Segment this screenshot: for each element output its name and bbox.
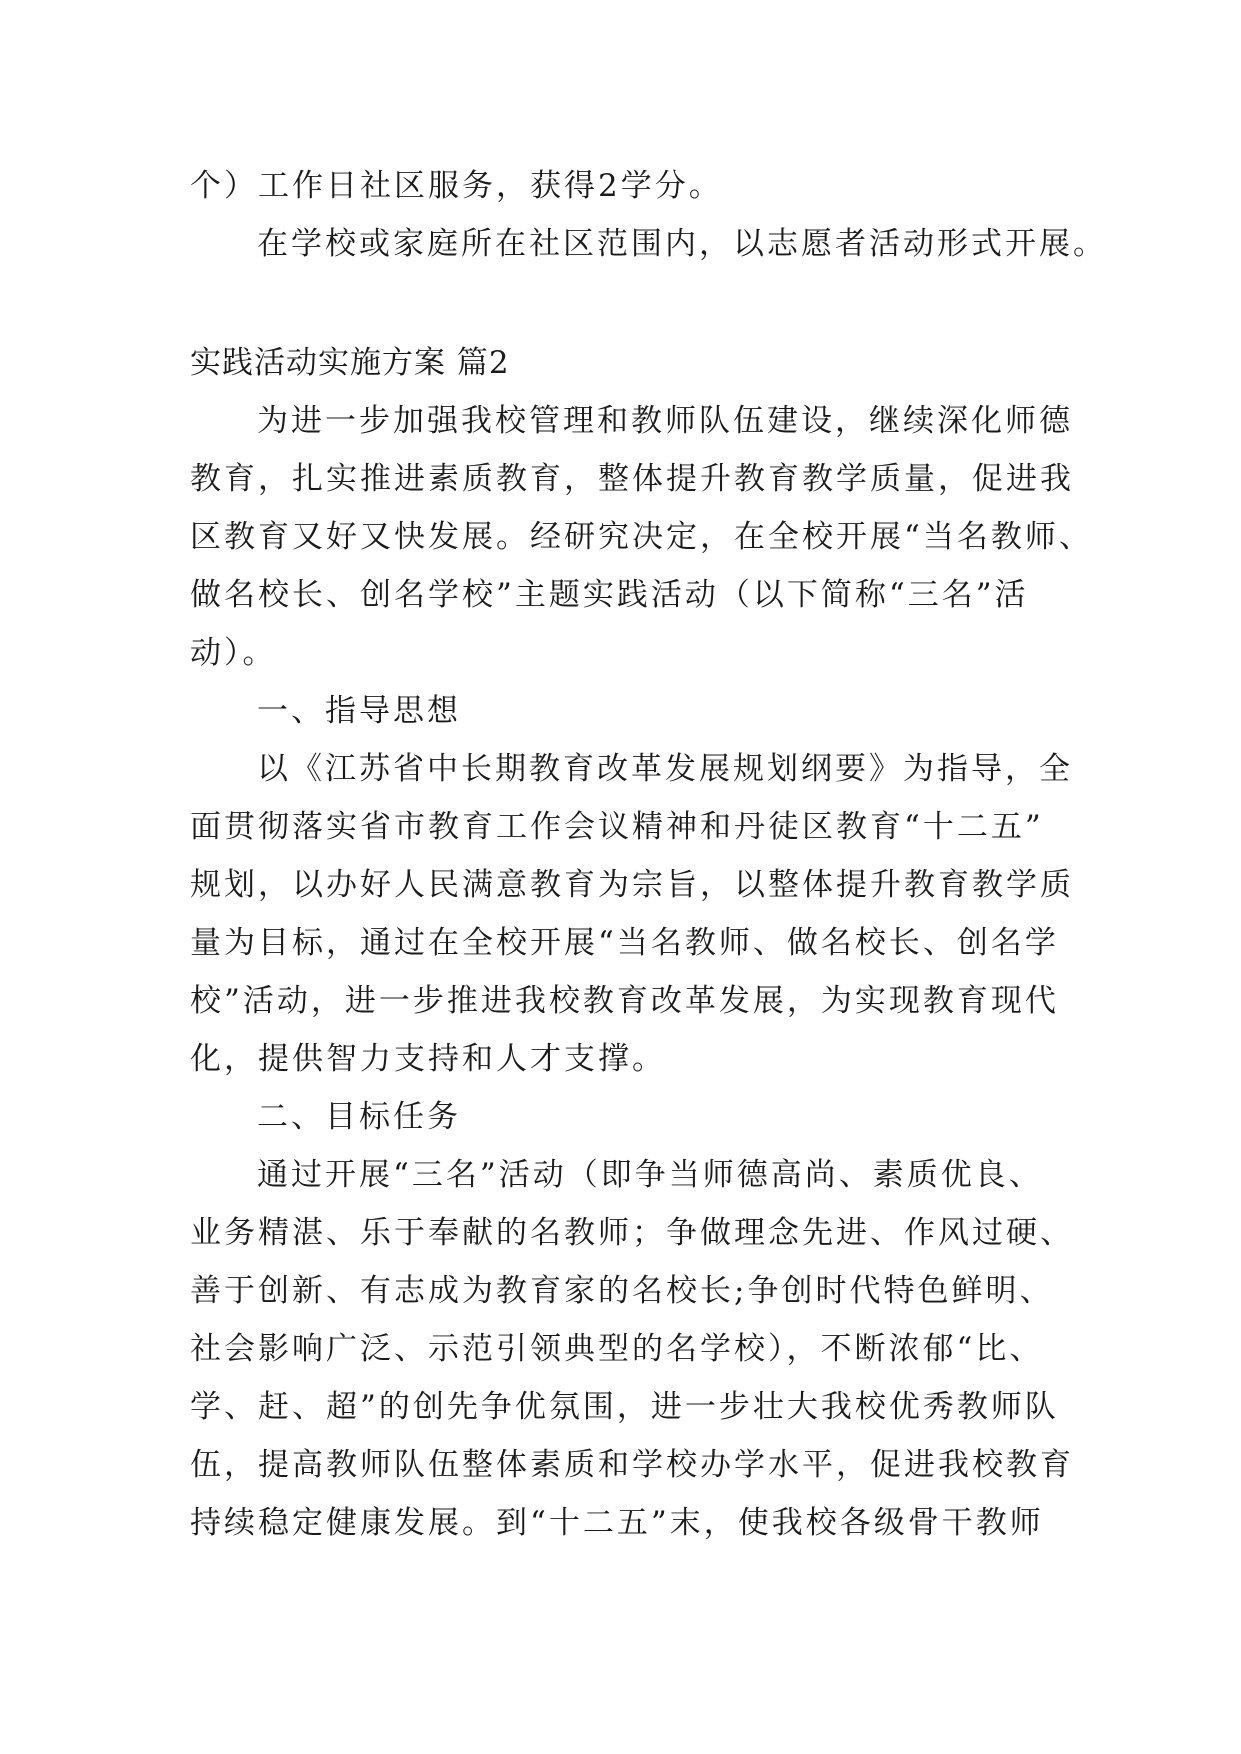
paragraph-line: 社会影响广泛、示范引领典型的名学校），不断浓郁“比、 [190,1331,1044,1367]
section-title: 实践活动实施方案 篇2 [190,345,510,381]
paragraph-line: 规划，以办好人民满意教育为宗旨，以整体提升教育教学质 [190,867,1074,903]
paragraph-line: 通过开展“三名”活动（即争当师德高尚、素质优良、 [257,1157,1043,1193]
paragraph-line: 化，提供智力支持和人才支撑。 [190,1041,666,1077]
paragraph-line: 做名校长、创名学校”主题实践活动（以下简称“三名”活 [190,577,1029,613]
paragraph-line: 量为目标，通过在全校开展“当名教师、做名校长、创名学 [190,925,1059,961]
paragraph-line: 伍，提高教师队伍整体素质和学校办学水平，促进我校教育 [190,1447,1074,1483]
paragraph-line: 善于创新、有志成为教育家的名校长;争创时代特色鲜明、 [190,1273,1054,1309]
paragraph-line: 为进一步加强我校管理和教师队伍建设，继续深化师德 [257,403,1073,439]
paragraph-line: 动）。 [190,635,277,671]
paragraph-line: 面贯彻落实省市教育工作会议精神和丹徒区教育“十二五” [190,809,1044,845]
paragraph-line: 教育，扎实推进素质教育，整体提升教育教学质量，促进我 [190,461,1074,497]
paragraph-line: 业务精湛、乐于奉献的名教师；争做理念先进、作风过硬、 [190,1215,1074,1251]
paragraph-line: 以《江苏省中长期教育改革发展规划纲要》为指导，全 [257,751,1073,787]
paragraph-line: 校”活动，进一步推进我校教育改革发展，为实现教育现代 [190,983,1059,1019]
subsection-heading: 二、目标任务 [257,1099,461,1135]
paragraph-continuation-line: 个）工作日社区服务，获得2学分。 [190,168,723,204]
paragraph-line: 持续稳定健康发展。到“十二五”末，使我校各级骨干教师 [190,1505,1044,1541]
paragraph-line: 在学校或家庭所在社区范围内，以志愿者活动形式开展。 [257,226,1107,262]
paragraph-line: 学、赶、超”的创先争优氛围，进一步壮大我校优秀教师队 [190,1389,1059,1425]
subsection-heading: 一、指导思想 [257,693,461,729]
paragraph-line: 区教育又好又快发展。经研究决定，在全校开展“当名教师、 [190,519,1093,555]
